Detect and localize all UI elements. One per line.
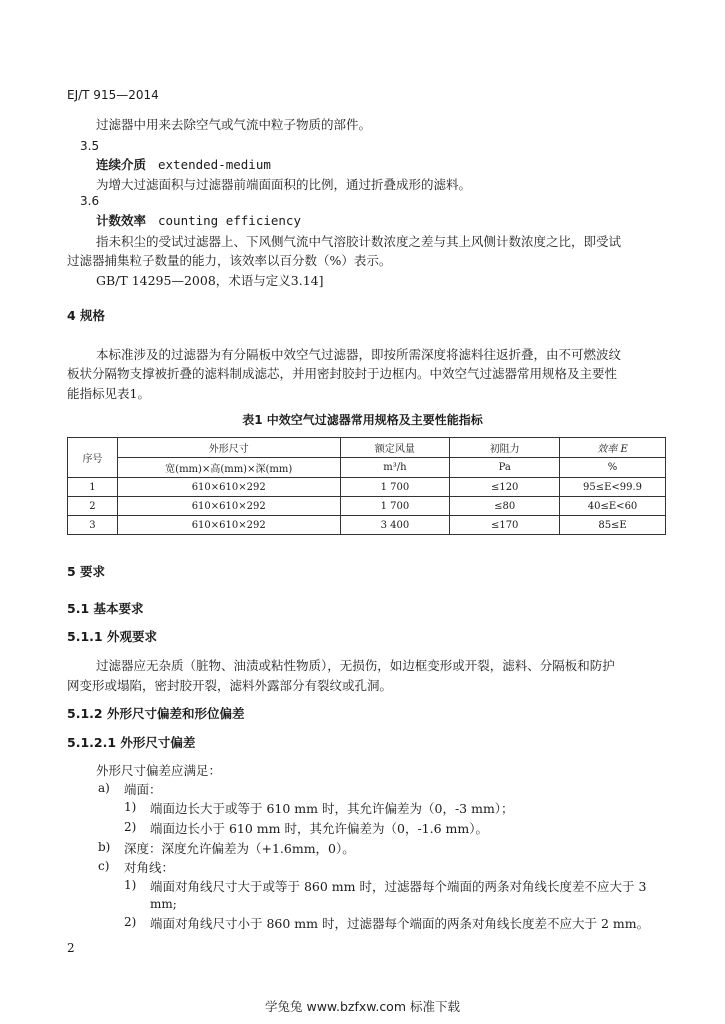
- item-c2-text: 端面对角线尺寸小于 860 mm 时，过滤器每个端面的两条对角线长度差不应大于 2 mm。: [150, 916, 650, 931]
- term-en: counting efficiency: [158, 213, 301, 228]
- section-5-1-2-heading: 5.1.2 外形尺寸偏差和形位偏差: [67, 706, 245, 721]
- item-c2-label: 2): [124, 915, 137, 929]
- item-c1-text-line2: mm;: [150, 897, 177, 911]
- cell-eff: 40≤E<60: [560, 497, 666, 516]
- header-eff-line2: %: [560, 458, 666, 478]
- table-row: [68, 478, 666, 497]
- clause-3-6-source: GB/T 14295—2008，术语与定义3.14]: [96, 273, 324, 288]
- cell-seq: 1: [68, 478, 118, 497]
- section-4-para-line1: 本标准涉及的过滤器为有分隔板中效空气过滤器，即按所需深度将滤料往返折叠，由不可燃波纹: [96, 347, 622, 362]
- item-a-label: a): [98, 781, 110, 795]
- clause-3-6-number: 3.6: [80, 194, 100, 208]
- item-c1-label: 1): [124, 878, 137, 892]
- cell-size: 610×610×292: [117, 478, 340, 497]
- header-eff-line1: 效率 E: [560, 438, 666, 458]
- header-flow-line1: 额定风量: [340, 438, 450, 458]
- cell-eff: 95≤E<99.9: [560, 478, 666, 497]
- item-a1-text: 端面边长大于或等于 610 mm 时，其允许偏差为（0，-3 mm）；: [150, 801, 514, 816]
- cell-flow: 3 400: [340, 516, 450, 535]
- spec-table: [67, 437, 666, 535]
- definition-3-4-tail: 过滤器中用来去除空气或气流中粒子物质的部件。: [96, 117, 372, 132]
- cell-resist: ≤170: [450, 516, 560, 535]
- section-5-1-heading: 5.1 基本要求: [67, 601, 144, 616]
- item-b-label: b): [98, 840, 111, 854]
- item-c-text: 对角线：: [124, 860, 175, 875]
- clause-3-5-term: [96, 155, 271, 173]
- cell-flow: 1 700: [340, 478, 450, 497]
- clause-3-6-definition-line2: 过滤器捕集粒子数量的能力，该效率以百分数（%）表示。: [67, 253, 392, 268]
- item-a-text: 端面：: [124, 782, 162, 797]
- cell-resist: ≤80: [450, 497, 560, 516]
- clause-3-6-term: [96, 211, 301, 229]
- term-cn: 连续介质: [96, 157, 147, 172]
- section-4-para-line3: 能指标见表1。: [67, 386, 150, 401]
- cell-flow: 1 700: [340, 497, 450, 516]
- table-header-row-2: [68, 458, 666, 478]
- cell-seq: 2: [68, 497, 118, 516]
- item-a2-label: 2): [124, 820, 137, 834]
- term-cn: 计数效率: [96, 213, 147, 228]
- header-size-line1: 外形尺寸: [117, 438, 340, 458]
- table-row: [68, 516, 666, 535]
- section-4-heading: 4 规格: [67, 308, 106, 323]
- cell-eff: 85≤E: [560, 516, 666, 535]
- header-resist-line1: 初阻力: [450, 438, 560, 458]
- page-number: 2: [67, 941, 75, 955]
- clause-3-5-definition: 为增大过滤面积与过滤器前端面面积的比例，通过折叠成形的滤料。: [96, 177, 472, 192]
- term-en: extended-medium: [158, 157, 271, 172]
- table-header-row: [68, 438, 666, 458]
- table-caption: 表1 中效空气过滤器常用规格及主要性能指标: [242, 413, 483, 427]
- cell-size: 610×610×292: [117, 497, 340, 516]
- watermark: 学兔兔 www.bzfxw.com 标准下载: [265, 999, 460, 1014]
- item-a2-text: 端面边长小于 610 mm 时，其允许偏差为（0，-1.6 mm）。: [150, 821, 488, 836]
- deviation-intro: 外形尺寸偏差应满足：: [96, 763, 222, 778]
- header-resist-line2: Pa: [450, 458, 560, 478]
- item-b-text: 深度：深度允许偏差为（+1.6mm，0）。: [124, 841, 355, 856]
- document-code: EJ/T 915—2014: [67, 88, 159, 102]
- clause-3-5-number: 3.5: [80, 139, 100, 153]
- section-5-1-1-para-line2: 网变形或塌陷，密封胶开裂，滤料外露部分有裂纹或孔洞。: [67, 678, 393, 693]
- item-c-label: c): [98, 859, 110, 873]
- cell-resist: ≤120: [450, 478, 560, 497]
- section-4-para-line2: 板状分隔物支撑被折叠的滤料制成滤芯，并用密封胶封于边框内。中效空气过滤器常用规格及主要性: [67, 366, 618, 381]
- item-c1-text-line1: 端面对角线尺寸大于或等于 860 mm 时，过滤器每个端面的两条对角线长度差不应大于 3: [150, 879, 647, 894]
- header-size-line2: 宽(mm)×高(mm)×深(mm): [117, 458, 340, 478]
- section-5-heading: 5 要求: [67, 564, 106, 579]
- table-row: [68, 497, 666, 516]
- cell-size: 610×610×292: [117, 516, 340, 535]
- cell-seq: 3: [68, 516, 118, 535]
- header-flow-line2: m³/h: [340, 458, 450, 478]
- section-5-1-2-1-heading: 5.1.2.1 外形尺寸偏差: [67, 735, 196, 750]
- section-5-1-1-para-line1: 过滤器应无杂质（脏物、油渍或粘性物质），无损伤，如边框变形或开裂，滤料、分隔板和防护: [96, 658, 615, 673]
- section-5-1-1-heading: 5.1.1 外观要求: [67, 629, 157, 644]
- clause-3-6-definition-line1: 指未积尘的受试过滤器上、下风侧气流中气溶胶计数浓度之差与其上风侧计数浓度之比，即受试: [96, 234, 622, 249]
- item-a1-label: 1): [124, 800, 137, 814]
- header-seq: 序号: [68, 438, 118, 478]
